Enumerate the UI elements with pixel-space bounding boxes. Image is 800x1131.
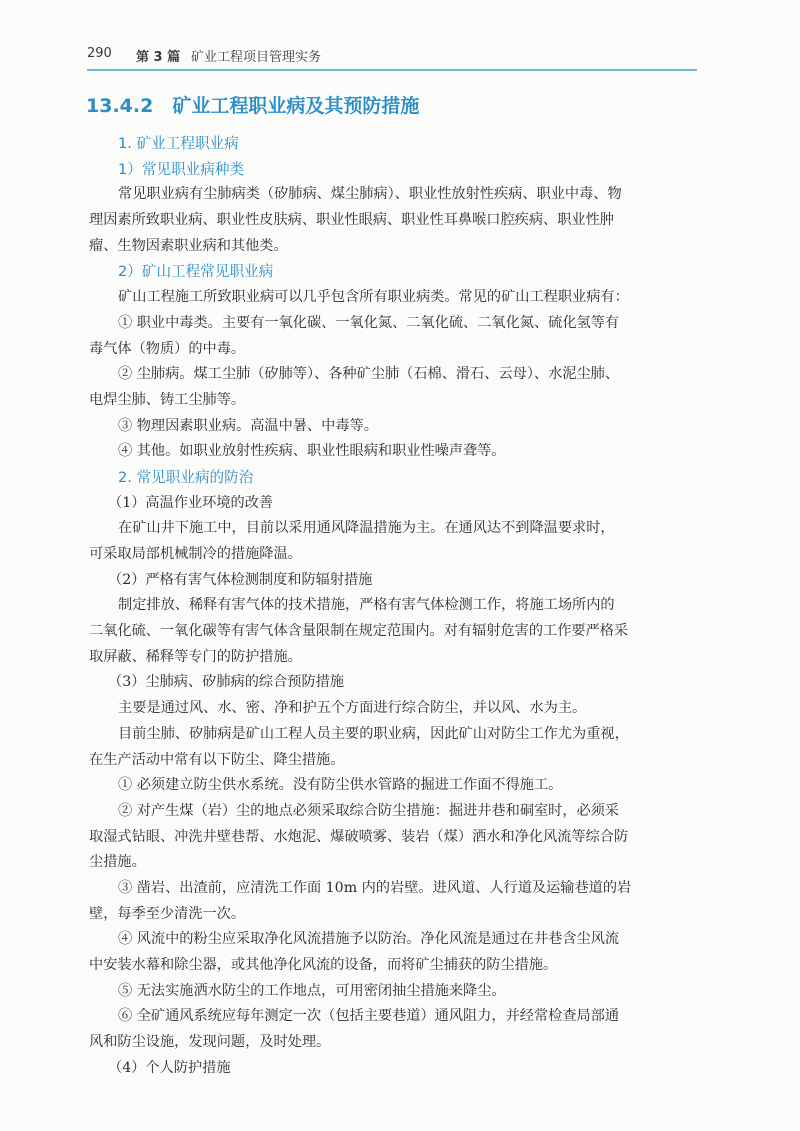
text-line: ① 必须建立防尘供水系统。没有防尘供水管路的掘进工作面不得施工。 (118, 777, 563, 794)
text-line: 在矿山井下施工中，目前以采用通风降温措施为主。在通风达不到降温要求时， (118, 520, 615, 537)
text-line: 取湿式钻眼、冲洗井壁巷帮、水炮泥、爆破喷雾、装岩（煤）洒水和净化风流等综合防 (89, 828, 629, 845)
text-line: ② 对产生煤（岩）尘的地点必须采取综合防尘措施：掘进井巷和硐室时，必须采 (118, 802, 620, 819)
text-line: ⑥ 全矿通风系统应每年测定一次（包括主要巷道）通风阻力，并经常检查局部通 (118, 1008, 620, 1025)
text-line: ③ 凿岩、出渣前，应清洗工作面 10m 内的岩壁。进风道、人行道及运输巷道的岩 (118, 879, 632, 896)
text-line: 取屏蔽、稀释等专门的防护措施。 (89, 648, 302, 665)
text-line: ① 职业中毒类。主要有一氧化碳、一氧化氮、二氧化硫、二氧化氮、硫化氢等有 (118, 314, 620, 331)
text-line: 常见职业病有尘肺病类（矽肺病、煤尘肺病）、职业性放射性疾病、职业中毒、物 (118, 186, 622, 203)
text-line: 主要是通过风、水、密、净和护五个方面进行综合防尘，并以风、水为主。 (118, 700, 587, 717)
chapter-label: 第 3 篇 (136, 50, 181, 65)
text-line: （2）严格有害气体检测制度和防辐射措施 (108, 571, 373, 588)
running-header (87, 44, 697, 68)
text-line: 可采取局部机械制冷的措施降温。 (89, 546, 302, 562)
text-line: 壁，每季至少清洗一次。 (89, 905, 246, 922)
text-line: 二氧化硫、一氧化碳等有害气体含量限制在规定范围内。对有辐射危害的工作要严格采 (89, 623, 629, 640)
page-number: 290 (87, 46, 112, 61)
text-line: 中安装水幕和除尘器，或其他净化风流的设备，而将矿尘捕获的防尘措施。 (89, 957, 558, 973)
body-text (89, 131, 697, 1081)
text-line: 制定排放、稀释有害气体的技术措施，严格有害气体检测工作，将施工场所内的 (118, 597, 615, 614)
text-line: ③ 物理因素职业病。高温中暑、中毒等。 (118, 417, 378, 434)
text-line: ⑤ 无法实施洒水防尘的工作地点，可用密闭抽尘措施来降尘。 (118, 982, 506, 999)
text-line: ④ 其他。如职业放射性疾病、职业性眼病和职业性噪声聋等。 (118, 443, 506, 460)
book-title: 矿业工程项目管理实务 (191, 50, 322, 65)
text-line: （3）尘肺病、矽肺病的综合预防措施 (108, 674, 345, 691)
text-line: ② 尘肺病。煤工尘肺（矽肺等）、各种矿尘肺（石棉、滑石、云母）、水泥尘肺、 (118, 366, 620, 383)
heading-line: 1. 矿业工程职业病 (118, 135, 239, 152)
section-title: 13.4.2 矿业工程职业病及其预防措施 (86, 95, 420, 117)
heading-line: 2. 常见职业病的防治 (118, 468, 254, 486)
text-line: 尘措施。 (89, 854, 146, 871)
text-line: 目前尘肺、矽肺病是矿山工程人员主要的职业病，因此矿山对防尘工作尤为重视， (118, 725, 629, 742)
text-line: 理因素所致职业病、职业性皮肤病、职业性眼病、职业性耳鼻喉口腔疾病、职业性肿 (89, 212, 614, 229)
text-line: （4）个人防护措施 (108, 1059, 231, 1076)
heading-line: 2）矿山工程常见职业病 (118, 263, 274, 281)
heading-line: 1）常见职业病种类 (118, 160, 245, 178)
text-line: 电焊尘肺、铸工尘肺等。 (89, 391, 246, 408)
text-line: ④ 风流中的粉尘应采取净化风流措施予以防治。净化风流是通过在井巷含尘风流 (118, 931, 620, 948)
text-line: 瘤、生物因素职业病和其他类。 (89, 237, 288, 254)
text-line: 矿山工程施工所致职业病可以几乎包含所有职业病类。常见的矿山工程职业病有： (118, 289, 629, 306)
text-line: 毒气体（物质）的中毒。 (89, 340, 246, 357)
text-line: （1）高温作业环境的改善 (108, 494, 274, 511)
text-line: 风和防尘设施，发现问题，及时处理。 (89, 1034, 331, 1051)
header-divider (87, 69, 697, 71)
text-line: 在生产活动中常有以下防尘、降尘措施。 (89, 751, 345, 768)
